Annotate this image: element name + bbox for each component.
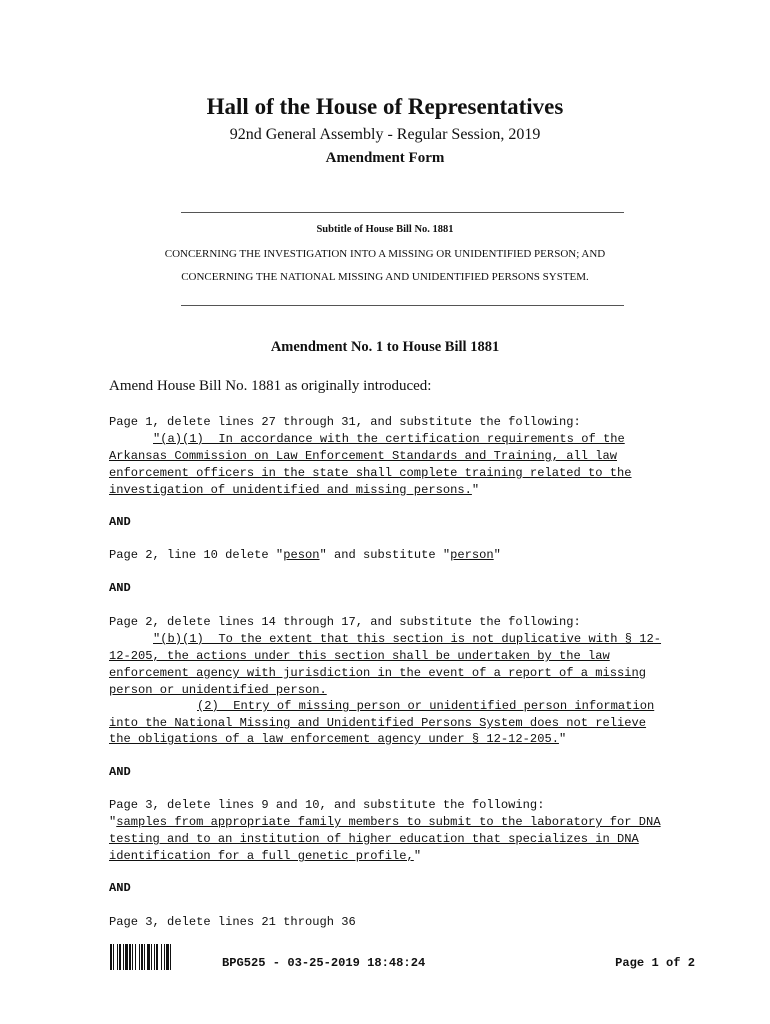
close-quote: " bbox=[471, 483, 480, 497]
inserted-text: (2) Entry of missing person or unidentified person information bbox=[197, 699, 655, 713]
amendment-text-line bbox=[109, 448, 617, 464]
document-title: Hall of the House of Representatives bbox=[206, 94, 564, 119]
barcode-icon bbox=[110, 944, 200, 970]
instruction-prefix: Page 2, line 10 delete " bbox=[109, 548, 284, 562]
inserted-text: identification for a full genetic profile, bbox=[109, 849, 414, 863]
instruction-middle: " and substitute " bbox=[319, 548, 451, 562]
old-word: peson bbox=[283, 548, 320, 562]
subtitle-label: Subtitle of House Bill No. 1881 bbox=[316, 224, 454, 235]
amendment-text-line bbox=[109, 482, 479, 498]
close-quote: " bbox=[413, 849, 422, 863]
amendment-text-line bbox=[109, 715, 646, 731]
amendment-text-line bbox=[153, 431, 625, 447]
open-quote: " bbox=[109, 815, 117, 829]
amendment-text-line bbox=[109, 831, 639, 847]
form-name: Amendment Form bbox=[325, 150, 445, 166]
inserted-text: Arkansas Commission on Law Enforcement Standards and Training, all law bbox=[109, 449, 618, 463]
divider-bottom bbox=[181, 305, 624, 306]
amendment-text-line bbox=[109, 665, 646, 681]
inserted-text: person or unidentified person. bbox=[109, 683, 327, 697]
instruction-page3-delete: Page 3, delete lines 21 through 36 bbox=[109, 915, 356, 929]
instruction-page2: Page 2, delete lines 14 through 17, and substitute the following: bbox=[109, 615, 581, 629]
amendment-intro: Amend House Bill No. 1881 as originally introduced: bbox=[109, 378, 432, 394]
inserted-text: 12-205, the actions under this section shall be undertaken by the law bbox=[109, 649, 610, 663]
inserted-text: samples from appropriate family members to submit to the laboratory for DNA bbox=[116, 815, 661, 829]
inserted-text: into the National Missing and Unidentified Persons System does not relieve bbox=[109, 716, 647, 730]
document-id: BPG525 - 03-25-2019 18:48:24 bbox=[222, 956, 426, 970]
session-line: 92nd General Assembly - Regular Session, 2019 bbox=[229, 126, 541, 143]
inserted-text: "(b)(1) To the extent that this section is not duplicative with § 12- bbox=[153, 632, 662, 646]
page-number: Page 1 of 2 bbox=[615, 956, 695, 970]
inserted-text: testing and to an institution of higher education that specializes in DNA bbox=[109, 832, 639, 846]
inserted-text: "(a)(1) In accordance with the certification requirements of the bbox=[153, 432, 625, 446]
inserted-text: the obligations of a law enforcement agency under § 12-12-205. bbox=[109, 732, 559, 746]
inserted-text: enforcement agency with jurisdiction in the event of a report of a missing bbox=[109, 666, 647, 680]
amendment-text-line bbox=[109, 814, 661, 830]
inserted-text: investigation of unidentified and missing persons. bbox=[109, 483, 472, 497]
and-separator: AND bbox=[109, 515, 131, 529]
amendment-text-line bbox=[153, 631, 661, 647]
instruction-page2-line10 bbox=[109, 547, 501, 563]
amendment-text-line bbox=[109, 682, 327, 698]
instruction-suffix: " bbox=[493, 548, 501, 562]
new-word: person bbox=[450, 548, 494, 562]
close-quote: " bbox=[558, 732, 567, 746]
amendment-text-line bbox=[109, 731, 566, 747]
amendment-text-line bbox=[197, 698, 654, 714]
instruction-page1: Page 1, delete lines 27 through 31, and substitute the following: bbox=[109, 415, 581, 429]
amendment-text-line bbox=[109, 465, 632, 481]
subtitle-line-1: CONCERNING THE INVESTIGATION INTO A MISSING OR UNIDENTIFIED PERSON; AND bbox=[164, 248, 606, 260]
inserted-text: enforcement officers in the state shall complete training related to the bbox=[109, 466, 632, 480]
amendment-text-line bbox=[109, 848, 421, 864]
subtitle-line-2: CONCERNING THE NATIONAL MISSING AND UNIDENTIFIED PERSONS SYSTEM. bbox=[181, 271, 589, 283]
and-separator: AND bbox=[109, 881, 131, 895]
amendment-heading: Amendment No. 1 to House Bill 1881 bbox=[270, 339, 500, 355]
and-separator: AND bbox=[109, 581, 131, 595]
and-separator: AND bbox=[109, 765, 131, 779]
amendment-text-line bbox=[109, 648, 610, 664]
divider-top bbox=[181, 212, 624, 213]
instruction-page3: Page 3, delete lines 9 and 10, and substitute the following: bbox=[109, 798, 545, 812]
